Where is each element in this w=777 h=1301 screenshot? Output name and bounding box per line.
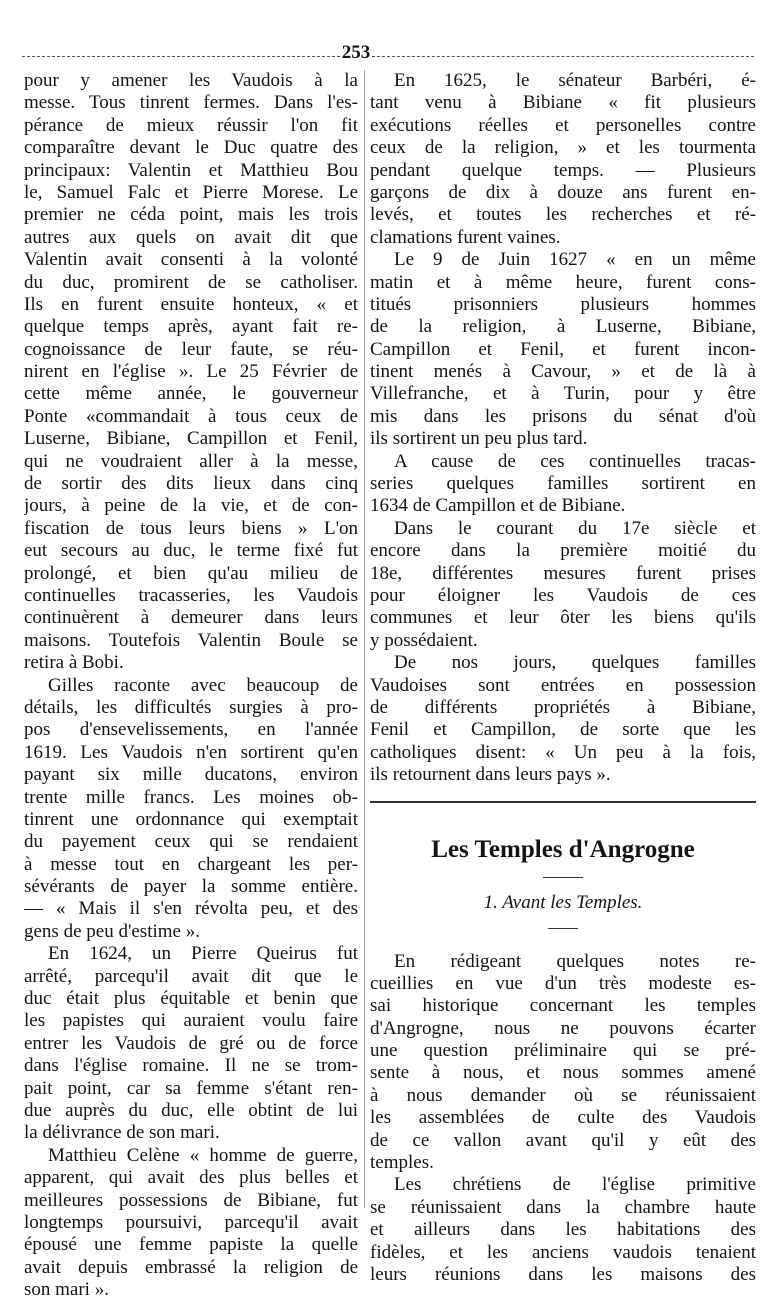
text-line: du payement ceux qui se rendaient [24, 831, 358, 853]
title-dash [543, 877, 583, 878]
text-line: pos d'ensevelissements, en l'année [24, 719, 358, 741]
text-line: autres aux quels on avait dit que [24, 226, 358, 248]
text-line: Les chrétiens de l'église primitive [394, 1174, 756, 1196]
text-line: catholiques disent: « Un peu à la fois, [370, 741, 756, 763]
text-line: qui ne voudraient aller à la messe, [24, 450, 358, 472]
text-line: retira à Bobi. [24, 652, 124, 674]
text-line: nirent en l'église ». Le 25 Février de [24, 361, 358, 383]
text-line: 18e, différentes mesures furent prises [370, 562, 756, 584]
text-line: clamations furent vaines. [370, 226, 561, 248]
text-line: trente mille francs. Les moines ob- [24, 786, 358, 808]
text-line: prolongé, et bien qu'au milieu de [24, 562, 358, 584]
text-line: ils retournent dans leurs pays ». [370, 764, 611, 786]
left-column [24, 70, 358, 1301]
text-line: messe. Tous tinrent fermes. Dans l'es- [24, 92, 358, 114]
text-line: continuèrent à demeurer dans leurs [24, 607, 358, 629]
text-line: ceux de la religion, » et les tourmenta [370, 137, 756, 159]
text-line: pendant quelque temps. — Plusieurs [370, 159, 756, 181]
text-line: duc était plus équitable et benin que [24, 988, 358, 1010]
text-line: mis dans les prisons du sénat d'où [370, 405, 756, 427]
text-line: due auprès du duc, elle obtint de lui [24, 1099, 358, 1121]
text-line: levés, et toutes les recherches et ré- [370, 204, 756, 226]
text-line: Dans le courant du 17e siècle et [394, 517, 756, 539]
text-line: matin et à même heure, furent cons- [370, 271, 756, 293]
text-line: A cause de ces continuelles tracas- [394, 450, 756, 472]
text-line: — « Mais il s'en révolta peu, et des [24, 898, 358, 920]
text-line: détails, les difficultés surgies à pro- [24, 696, 358, 718]
text-line: titués prisonniers plusieurs hommes [370, 293, 756, 315]
text-line: tinent menés à Cavour, » et de là à [370, 361, 756, 383]
text-line: gens de peu d'estime ». [24, 920, 200, 942]
text-line: comparaître devant le Duc quatre des [24, 137, 358, 159]
text-line: tinrent une ordonnance qui exemptait [24, 808, 358, 830]
header-rule-left [22, 56, 340, 57]
text-line: sai historique concernant les temples [370, 995, 756, 1017]
text-line: de sortir des dits lieux dans cinq [24, 473, 358, 495]
text-line: se réunissaient dans la chambre haute [370, 1196, 756, 1218]
text-line: jours, à peine de la vie, et de con- [24, 495, 358, 517]
text-line: à messe tout en chargeant les per- [24, 853, 358, 875]
right-column-bottom [370, 951, 756, 1287]
text-line: encore dans la première moitié du [370, 540, 756, 562]
text-line: garçons de dix à douze ans furent en- [370, 181, 756, 203]
text-line: sente à nous, et nous sommes amené [370, 1062, 756, 1084]
text-line: continuelles tracasseries, les Vaudois [24, 584, 358, 606]
text-line: exécutions réelles et personelles contre [370, 114, 756, 136]
header-rule-right [372, 56, 754, 57]
text-line: fiscation de tous leurs biens » L'on [24, 517, 358, 539]
text-line: En 1624, un Pierre Queirus fut [48, 943, 358, 965]
text-line: Gilles raconte avec beaucoup de [48, 674, 358, 696]
right-column-top [370, 70, 756, 787]
text-line: cueillies en vue d'un très modeste es- [370, 972, 756, 994]
text-line: 1619. Les Vaudois n'en sortirent qu'en [24, 741, 358, 763]
text-line: le, Samuel Falc et Pierre Morese. Le [24, 181, 358, 203]
text-line: payant six mille ducatons, environ [24, 764, 358, 786]
text-line: quelque temps après, ayant fait re- [24, 316, 358, 338]
text-line: dans l'église romaine. Il ne se trom- [24, 1055, 358, 1077]
right-column [370, 70, 756, 1286]
text-line: pérance de mieux réussir l'on fit [24, 114, 358, 136]
page-number: 253 [341, 42, 371, 63]
text-line: Ils en furent ensuite honteux, « et [24, 293, 358, 315]
text-line: temples. [370, 1152, 434, 1174]
text-line: cette même année, le gouverneur [24, 383, 358, 405]
text-line: de différents propriétés à Bibiane, [370, 696, 756, 718]
text-line: Valentin avait consenti à la volonté [24, 249, 358, 271]
text-line: En 1625, le sénateur Barbéri, é- [394, 70, 756, 91]
text-line: eut secours au duc, le terme fixé fut [24, 540, 358, 562]
text-line: pait point, car sa femme s'étant ren- [24, 1077, 358, 1099]
text-line: meilleures possessions de Bibiane, fut [24, 1189, 358, 1211]
text-line: du duc, promirent de se catholiser. [24, 271, 358, 293]
text-line: pour y amener les Vaudois à la [24, 70, 358, 91]
text-line: De nos jours, quelques familles [394, 652, 756, 674]
text-line: épousé une femme papiste la quelle [24, 1234, 358, 1256]
text-line: maisons. Toutefois Valentin Boule se [24, 629, 358, 651]
text-line: de ce vallon avant qu'il y eût des [370, 1129, 756, 1151]
text-line: entrer les Vaudois de gré ou de force [24, 1032, 358, 1054]
text-line: apparent, qui avait des plus belles et [24, 1167, 358, 1189]
section-separator [370, 801, 756, 803]
text-line: Luserne, Bibiane, Campillon et Fenil, [24, 428, 358, 450]
text-line: y possédaient. [370, 629, 478, 651]
text-line: et ailleurs dans les habitations des [370, 1219, 756, 1241]
text-line: principaux: Valentin et Matthieu Bou [24, 159, 358, 181]
text-line: sévérants de payer la somme entière. [24, 876, 358, 898]
text-line: Ponte «commandait à tous ceux de [24, 405, 358, 427]
text-line: Le 9 de Juin 1627 « en un même [394, 249, 756, 271]
text-line: Campillon et Fenil, et furent incon- [370, 338, 756, 360]
text-line: la délivrance de son mari. [24, 1122, 220, 1144]
text-line: tant venu à Bibiane « fit plusieurs [370, 92, 756, 114]
text-line: ils sortirent un peu plus tard. [370, 428, 588, 450]
text-line: arrêté, parcequ'il avait dit que le [24, 965, 358, 987]
text-line: son mari ». [24, 1279, 109, 1301]
text-line: premier ne céda point, mais les trois [24, 204, 358, 226]
text-line: En rédigeant quelques notes re- [394, 950, 756, 972]
text-line: les papistes qui auraient voulu faire [24, 1010, 358, 1032]
text-line: Matthieu Celène « homme de guerre, [48, 1144, 358, 1166]
text-line: pour éloigner les Vaudois de ces [370, 584, 756, 606]
text-line: de la religion, à Luserne, Bibiane, [370, 316, 756, 338]
subtitle-dash [548, 928, 578, 929]
text-line: leurs réunions dans les maisons des [370, 1263, 756, 1285]
text-line: longtemps poursuivi, parcequ'il avait [24, 1211, 358, 1233]
text-line: 1634 de Campillon et de Bibiane. [370, 495, 626, 517]
text-line: d'Angrogne, nous ne pouvons écarter [370, 1017, 756, 1039]
section-subtitle: 1. Avant les Temples. [483, 891, 643, 913]
column-divider [364, 70, 365, 1208]
text-line: Vaudoises sont entrées en possession [370, 674, 756, 696]
text-line: avait depuis embrassé la religion de [24, 1256, 358, 1278]
text-line: Fenil et Campillon, de sorte que les [370, 719, 756, 741]
text-line: une question préliminaire qui se pré- [370, 1040, 756, 1062]
text-line: cognoissance de leur faute, se réu- [24, 338, 358, 360]
text-line: fidèles, et les anciens vaudois tenaient [370, 1241, 756, 1263]
text-line: communes et leur ôter les biens qu'ils [370, 607, 756, 629]
text-line: Villefranche, et à Turin, pour y être [370, 383, 756, 405]
text-line: series quelques familles sortirent en [370, 473, 756, 495]
section-title: Les Temples d'Angrogne [431, 835, 695, 863]
text-line: à nous demander où se réunissaient [370, 1084, 756, 1106]
text-line: les assemblées de culte des Vaudois [370, 1107, 756, 1129]
